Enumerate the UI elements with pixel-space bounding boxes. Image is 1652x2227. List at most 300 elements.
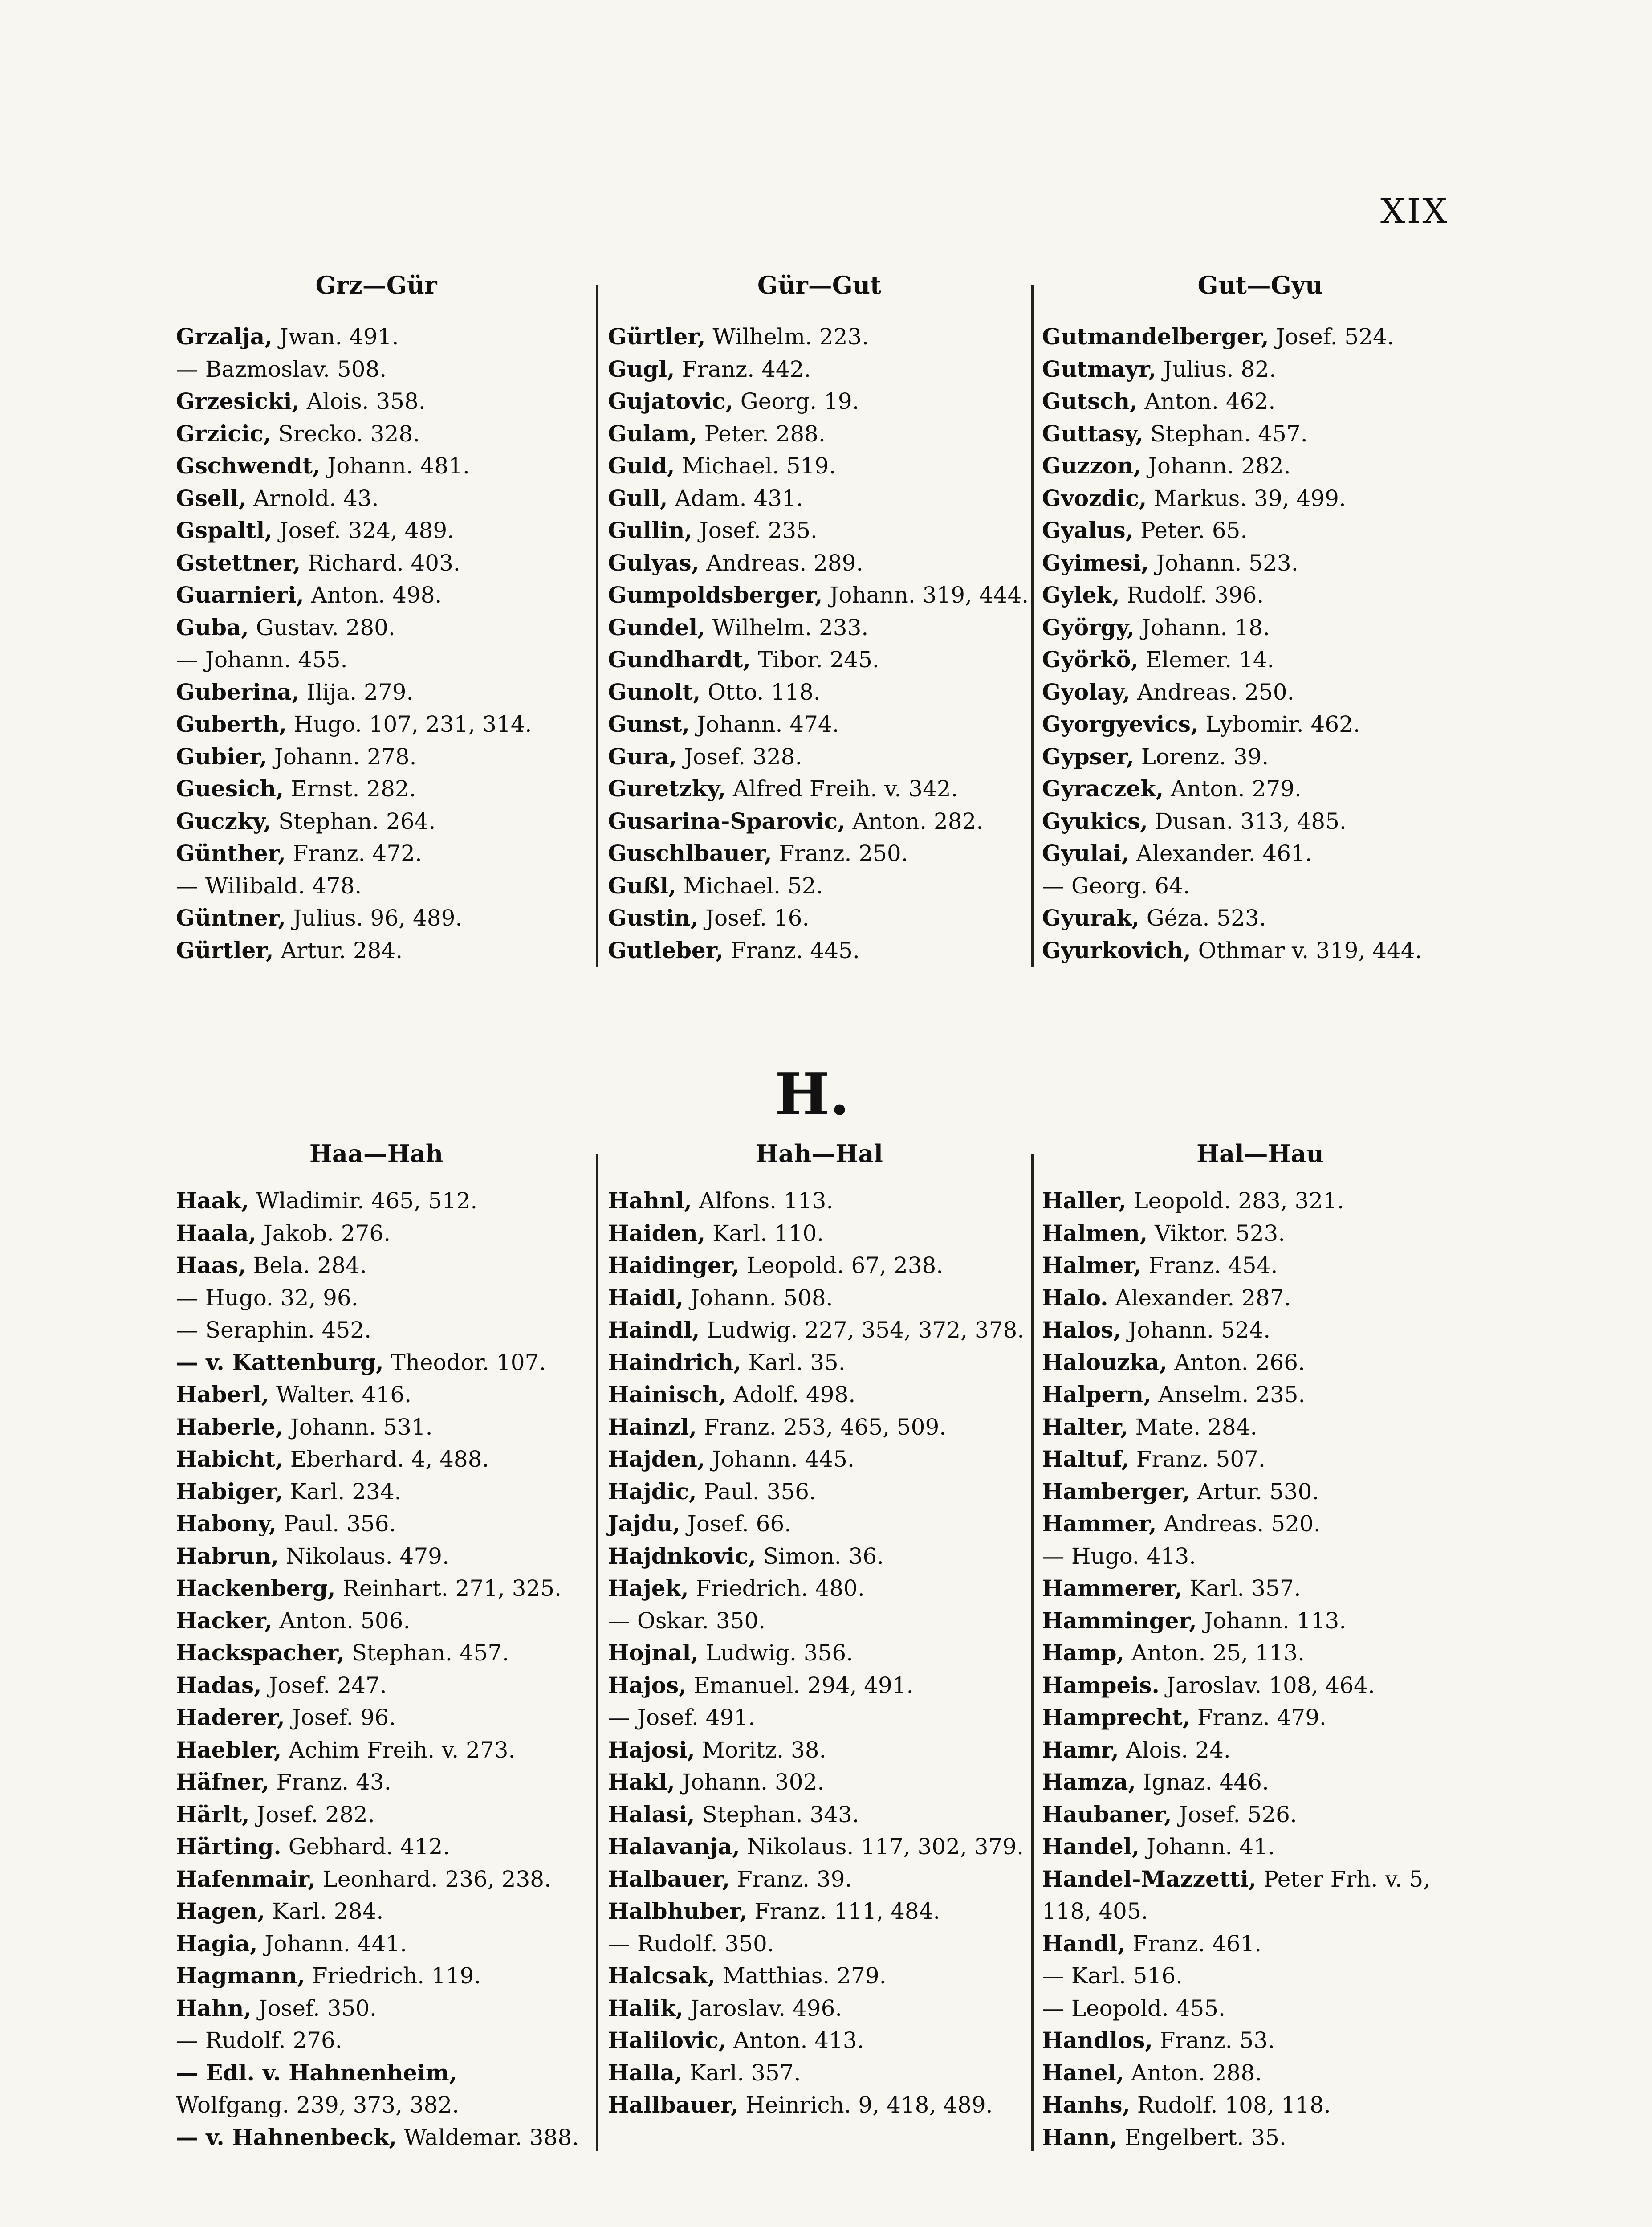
- index-entry: [1042, 1540, 1478, 1573]
- entry-surname: Haebler,: [176, 1736, 282, 1763]
- entry-surname: Haidinger,: [608, 1252, 740, 1278]
- entry-surname: Gumpoldsberger,: [608, 582, 823, 608]
- index-entry: [608, 805, 1031, 838]
- index-entry: [1042, 708, 1478, 741]
- entry-surname: Hamprecht,: [1042, 1704, 1190, 1730]
- index-entry: [1042, 1249, 1478, 1282]
- entry-detail: — Bazmoslav. 508.: [176, 356, 387, 382]
- entry-surname: Hamp,: [1042, 1640, 1124, 1666]
- entry-detail: Mate. 284.: [1128, 1414, 1257, 1440]
- entry-detail: Ernst. 282.: [284, 776, 416, 802]
- entry-detail: Wolfgang. 239, 373, 382.: [176, 2092, 460, 2118]
- index-entry: [1042, 1928, 1478, 1960]
- entry-surname: Gürtler,: [176, 937, 274, 963]
- entry-surname: György,: [1042, 614, 1135, 640]
- column-divider: [1031, 285, 1034, 967]
- entry-detail: Josef. 16.: [698, 905, 810, 931]
- entry-detail: Leopold. 283, 321.: [1126, 1188, 1344, 1214]
- entry-detail: Dusan. 313, 485.: [1147, 808, 1347, 834]
- entry-detail: Géza. 523.: [1139, 905, 1266, 931]
- entry-detail: Anton. 288.: [1124, 2060, 1262, 2086]
- entry-surname: Gyolay,: [1042, 678, 1131, 705]
- entry-detail: Franz. 250.: [772, 840, 908, 866]
- entry-detail: Srecko. 328.: [271, 420, 420, 447]
- entry-surname: Gutsch,: [1042, 388, 1138, 414]
- entry-detail: Franz. 479.: [1190, 1705, 1326, 1730]
- entry-surname: Guba,: [176, 614, 249, 640]
- entry-surname: Gyalus,: [1042, 517, 1134, 543]
- index-entry: [176, 579, 577, 612]
- entry-detail: Arnold. 43.: [246, 485, 379, 511]
- index-entry: [1042, 1314, 1478, 1346]
- entry-detail: Josef. 66.: [680, 1511, 792, 1537]
- index-entry: [1042, 1605, 1478, 1637]
- entry-detail: Johann. 441.: [257, 1930, 407, 1957]
- entry-surname: Gypser,: [1042, 743, 1134, 770]
- index-entry: [1042, 1346, 1478, 1379]
- entry-detail: Othmar v. 319, 444.: [1191, 937, 1422, 963]
- entry-detail: Simon. 36.: [756, 1543, 884, 1569]
- entry-surname: Gundel,: [608, 614, 705, 640]
- index-entry: [176, 514, 577, 547]
- entry-detail: Ludwig. 356.: [698, 1640, 854, 1666]
- entry-detail: Jwan. 491.: [272, 324, 399, 350]
- index-entry: [1042, 902, 1478, 934]
- entry-surname: Hamminger,: [1042, 1607, 1197, 1634]
- index-entry: [176, 450, 577, 482]
- index-column: [608, 1136, 1031, 2121]
- entry-detail: Franz. 472.: [285, 840, 422, 866]
- entry-surname: Gyukics,: [1042, 808, 1148, 834]
- index-entry: [608, 1992, 1031, 2025]
- entry-surname: — Edl. v. Hahnenheim,: [176, 2059, 457, 2086]
- index-entry: [608, 741, 1031, 773]
- entry-detail: Ilija. 279.: [299, 679, 414, 705]
- index-entry: [1042, 1476, 1478, 1508]
- index-entry: [608, 2089, 1031, 2121]
- entry-surname: Handel-Mazzetti,: [1042, 1865, 1257, 1892]
- entry-detail: Johann. 278.: [267, 743, 417, 770]
- entry-surname: Hann,: [1042, 2124, 1118, 2150]
- entry-surname: Gürtler,: [608, 323, 706, 350]
- entry-detail: Otto. 118.: [700, 679, 821, 705]
- entry-surname: Habiger,: [176, 1478, 283, 1505]
- entry-surname: Halmen,: [1042, 1220, 1148, 1246]
- entry-detail: Franz. 445.: [723, 937, 860, 963]
- entry-surname: Gylek,: [1042, 582, 1120, 608]
- entry-surname: Gyraczek,: [1042, 775, 1164, 802]
- entry-detail: Reinhart. 271, 325.: [335, 1575, 562, 1601]
- entry-surname: Halouzka,: [1042, 1349, 1168, 1375]
- index-entry: [176, 1799, 577, 1831]
- index-entry: [608, 1701, 1031, 1734]
- index-entry: [176, 1637, 577, 1669]
- entry-surname: Halbhuber,: [608, 1898, 748, 1924]
- index-entry: [176, 1928, 577, 1960]
- entry-surname: Gujatovic,: [608, 388, 733, 414]
- entry-detail: Georg. 19.: [733, 388, 859, 414]
- index-entry: [608, 385, 1031, 418]
- entry-surname: Hacker,: [176, 1607, 273, 1634]
- index-column: [1042, 1136, 1478, 2154]
- entry-surname: Guesich,: [176, 775, 284, 802]
- entry-detail: Michael. 52.: [676, 873, 823, 899]
- index-entry: [608, 708, 1031, 741]
- index-entry: [608, 2024, 1031, 2057]
- index-entry: [608, 1605, 1031, 1637]
- index-entry: [1042, 773, 1478, 805]
- entry-surname: Gyimesi,: [1042, 549, 1149, 576]
- column-divider: [596, 285, 598, 967]
- entry-surname: Guberth,: [176, 711, 287, 737]
- entry-detail: — Rudolf. 350.: [608, 1930, 774, 1957]
- entry-surname: Gsell,: [176, 485, 247, 511]
- index-entry: [1042, 1185, 1478, 1217]
- index-entry: [1042, 1992, 1478, 2025]
- entry-detail: Markus. 39, 499.: [1147, 485, 1346, 511]
- index-entry: [608, 1217, 1031, 1250]
- entry-surname: Hamberger,: [1042, 1478, 1190, 1505]
- index-entry: [608, 579, 1031, 612]
- index-entry: [176, 773, 577, 805]
- index-entry: [608, 1476, 1031, 1508]
- entry-detail: — Oskar. 350.: [608, 1607, 766, 1634]
- entry-detail: Johann. 41.: [1139, 1834, 1275, 1860]
- entry-surname: Gstettner,: [176, 549, 301, 576]
- entry-surname: Halpern,: [1042, 1381, 1152, 1407]
- entry-detail: Franz. 442.: [675, 356, 811, 382]
- entry-surname: Guttasy,: [1042, 420, 1143, 447]
- index-entry: [176, 385, 577, 418]
- entry-surname: Gundhardt,: [608, 646, 751, 673]
- entry-surname: Hajosi,: [608, 1736, 695, 1763]
- entry-detail: Josef. 235.: [692, 518, 818, 543]
- index-entry: [608, 1637, 1031, 1669]
- entry-surname: Grzicic,: [176, 420, 271, 447]
- index-entry: [1042, 1863, 1478, 1928]
- entry-detail: Lorenz. 39.: [1134, 743, 1269, 770]
- index-entry: [608, 934, 1031, 967]
- entry-detail: Karl. 284.: [265, 1898, 384, 1924]
- index-entry: [176, 1411, 577, 1444]
- index-entry: [1042, 450, 1478, 482]
- entry-detail: Artur. 284.: [273, 937, 403, 963]
- entry-detail: Jaroslav. 496.: [683, 1995, 842, 2021]
- entry-detail: Michael. 519.: [675, 453, 836, 479]
- entry-surname: Hammerer,: [1042, 1575, 1183, 1601]
- entry-detail: Gustav. 280.: [248, 614, 395, 640]
- column-header: Hah—Hal: [756, 1139, 883, 1168]
- entry-detail: — Wilibald. 478.: [176, 873, 362, 899]
- section-letter: H.: [775, 1060, 850, 1128]
- entry-detail: Peter Frh. v. 5, 118, 405.: [1042, 1866, 1431, 1924]
- entry-surname: Halcsak,: [608, 1962, 716, 1989]
- entry-detail: — Johann. 455.: [176, 647, 348, 673]
- index-entry: [1042, 1282, 1478, 1314]
- entry-surname: Jajdu,: [608, 1510, 680, 1537]
- entry-surname: Gulyas,: [608, 549, 700, 576]
- entry-surname: Gull,: [608, 485, 668, 511]
- index-entry: [1042, 579, 1478, 612]
- index-entry: [608, 1928, 1031, 1960]
- column-divider: [596, 1154, 598, 2151]
- entry-detail: Franz. 507.: [1129, 1446, 1265, 1472]
- entry-detail: Matthias. 279.: [715, 1963, 887, 1989]
- entry-detail: Johann. 302.: [675, 1769, 825, 1795]
- entry-detail: Adolf. 498.: [726, 1382, 856, 1407]
- entry-detail: Paul. 356.: [276, 1511, 396, 1537]
- index-entry: [608, 547, 1031, 579]
- entry-detail: Anselm. 235.: [1151, 1382, 1306, 1407]
- index-entry: [176, 902, 577, 934]
- index-entry: [1042, 1443, 1478, 1476]
- entry-detail: Alexander. 287.: [1108, 1285, 1291, 1311]
- entry-surname: Haberle,: [176, 1413, 283, 1440]
- entry-surname: Hakl,: [608, 1769, 675, 1795]
- index-entry: [176, 934, 577, 967]
- entry-surname: Haala,: [176, 1220, 256, 1246]
- entry-surname: Hahnl,: [608, 1187, 692, 1214]
- column-header: Haa—Hah: [309, 1139, 444, 1168]
- entry-surname: Hanhs,: [1042, 2092, 1130, 2118]
- column-divider: [1031, 1154, 1034, 2151]
- entry-detail: Moritz. 38.: [695, 1737, 826, 1763]
- index-entry: [176, 644, 577, 676]
- entry-surname: Halasi,: [608, 1801, 695, 1827]
- index-entry: [176, 482, 577, 515]
- entry-surname: Grzalja,: [176, 323, 273, 350]
- entry-surname: Halter,: [1042, 1413, 1128, 1440]
- index-entry: [176, 676, 577, 709]
- entry-surname: Guczky,: [176, 808, 272, 834]
- entry-surname: Hallbauer,: [608, 2092, 739, 2118]
- index-column: [608, 267, 1031, 967]
- index-entry: [608, 1766, 1031, 1799]
- index-column: [1042, 267, 1478, 967]
- entry-detail: Stephan. 264.: [271, 808, 436, 834]
- entry-detail: Friedrich. 119.: [305, 1963, 481, 1989]
- entry-detail: Achim Freih. v. 273.: [281, 1737, 516, 1763]
- entry-surname: Hajdic,: [608, 1478, 697, 1505]
- entry-detail: Josef. 96.: [285, 1705, 396, 1730]
- index-entry: [176, 708, 577, 741]
- entry-surname: Härting.: [176, 1833, 281, 1860]
- entry-surname: Gullin,: [608, 517, 692, 543]
- index-entry: [1042, 934, 1478, 967]
- index-entry: [176, 321, 577, 353]
- entry-surname: Hampeis.: [1042, 1672, 1160, 1698]
- index-entry: [1042, 676, 1478, 709]
- entry-detail: Richard. 403.: [301, 550, 460, 576]
- index-entry: [1042, 1508, 1478, 1540]
- entry-surname: Halavanja,: [608, 1833, 740, 1860]
- entry-detail: — Rudolf. 276.: [176, 2027, 342, 2053]
- index-entry: [608, 644, 1031, 676]
- entry-detail: Julius. 82.: [1156, 356, 1276, 382]
- entry-detail: Johann. 508.: [684, 1285, 833, 1311]
- index-entry: [1042, 741, 1478, 773]
- entry-surname: Halilovic,: [608, 2027, 726, 2053]
- index-entry: [1042, 1637, 1478, 1669]
- entry-detail: Johann. 445.: [705, 1446, 854, 1472]
- index-entry: [176, 353, 577, 386]
- entry-detail: Stephan. 457.: [344, 1640, 509, 1666]
- index-entry: [1042, 1572, 1478, 1605]
- index-entry: [176, 1895, 577, 1928]
- entry-surname: Habrun,: [176, 1542, 279, 1569]
- entry-surname: Hagen,: [176, 1898, 265, 1924]
- entry-list: [176, 321, 577, 967]
- index-entry: [176, 1379, 577, 1411]
- entry-detail: Anton. 25, 113.: [1124, 1640, 1305, 1666]
- entry-detail: Viktor. 523.: [1147, 1220, 1286, 1246]
- entry-detail: Alois. 24.: [1119, 1737, 1231, 1763]
- index-entry: [1042, 547, 1478, 579]
- index-entry: [176, 1249, 577, 1282]
- entry-surname: Guarnieri,: [176, 582, 304, 608]
- entry-surname: Gugl,: [608, 355, 675, 382]
- index-entry: [608, 676, 1031, 709]
- column-header: Hal—Hau: [1196, 1139, 1324, 1168]
- index-entry: [176, 1217, 577, 1250]
- index-entry: [608, 1443, 1031, 1476]
- index-entry: [176, 1766, 577, 1799]
- entry-surname: Hadas,: [176, 1672, 262, 1698]
- entry-detail: Jaroslav. 108, 464.: [1159, 1672, 1375, 1698]
- entry-surname: Guretzky,: [608, 775, 726, 802]
- entry-detail: Artur. 530.: [1190, 1478, 1319, 1505]
- entry-surname: Güntner,: [176, 905, 286, 931]
- index-entry: [1042, 2089, 1478, 2121]
- index-entry: [1042, 1799, 1478, 1831]
- entry-surname: Günther,: [176, 840, 286, 866]
- entry-surname: Halla,: [608, 2059, 683, 2086]
- entry-surname: Hojnal,: [608, 1640, 699, 1666]
- index-entry: [176, 1185, 577, 1217]
- index-entry: [608, 418, 1031, 450]
- entry-detail: Johann. 481.: [320, 453, 470, 479]
- index-entry: [176, 418, 577, 450]
- index-entry: [176, 1540, 577, 1573]
- entry-detail: Andreas. 289.: [699, 550, 863, 576]
- entry-surname: Haidl,: [608, 1284, 684, 1311]
- index-entry: [608, 612, 1031, 644]
- entry-detail: Johann. 319, 444.: [822, 582, 1029, 608]
- entry-detail: — Seraphin. 452.: [176, 1317, 371, 1343]
- index-entry: [176, 1960, 577, 1992]
- entry-detail: Karl. 357.: [1182, 1575, 1301, 1601]
- entry-detail: — Karl. 516.: [1042, 1963, 1183, 1989]
- index-entry: [176, 547, 577, 579]
- entry-surname: Habony,: [176, 1510, 277, 1537]
- entry-detail: Franz. 43.: [269, 1769, 391, 1795]
- entry-surname: Hajdnkovic,: [608, 1542, 756, 1569]
- entry-surname: Hajek,: [608, 1575, 689, 1601]
- entry-surname: Guschlbauer,: [608, 840, 772, 866]
- entry-surname: Haberl,: [176, 1381, 269, 1407]
- entry-surname: Györkö,: [1042, 646, 1139, 673]
- index-entry: [608, 870, 1031, 902]
- entry-surname: Haller,: [1042, 1187, 1127, 1214]
- entry-surname: Gutmandelberger,: [1042, 323, 1269, 350]
- index-entry: [608, 1540, 1031, 1573]
- entry-surname: Gyurak,: [1042, 905, 1139, 931]
- entry-detail: Leonhard. 236, 238.: [315, 1866, 551, 1892]
- entry-surname: Halik,: [608, 1995, 684, 2021]
- index-entry: [176, 870, 577, 902]
- entry-surname: Hafenmair,: [176, 1865, 316, 1892]
- index-entry: [608, 1379, 1031, 1411]
- entry-surname: Haindrich,: [608, 1349, 741, 1375]
- entry-list: [608, 1185, 1031, 2121]
- index-entry: [176, 1831, 577, 1863]
- entry-detail: Anton. 506.: [272, 1607, 411, 1634]
- entry-detail: — Josef. 491.: [608, 1705, 756, 1730]
- entry-detail: Johann. 282.: [1141, 453, 1291, 479]
- entry-detail: — Hugo. 413.: [1042, 1543, 1196, 1569]
- column-header: Grz—Gür: [315, 271, 437, 299]
- index-entry: [1042, 1734, 1478, 1766]
- index-entry: [176, 1476, 577, 1508]
- column-header: Gür—Gut: [757, 271, 882, 299]
- entry-surname: Haindl,: [608, 1317, 700, 1343]
- entry-detail: Karl. 357.: [682, 2060, 801, 2086]
- index-entry: [1042, 418, 1478, 450]
- entry-detail: Bela. 284.: [246, 1252, 367, 1278]
- index-entry: [608, 1346, 1031, 1379]
- index-entry: [176, 1443, 577, 1476]
- entry-detail: Alfred Freih. v. 342.: [726, 776, 958, 802]
- index-entry: [176, 1314, 577, 1346]
- index-entry: [176, 1669, 577, 1702]
- entry-detail: Johann. 524.: [1121, 1317, 1271, 1343]
- entry-surname: Gyulai,: [1042, 840, 1129, 866]
- entry-surname: Gunst,: [608, 711, 690, 737]
- entry-detail: Anton. 279.: [1164, 776, 1302, 802]
- entry-detail: Adam. 431.: [667, 485, 803, 511]
- entry-detail: Peter. 288.: [697, 420, 826, 447]
- entry-detail: — Leopold. 455.: [1042, 1995, 1226, 2021]
- entry-detail: Rudolf. 108, 118.: [1130, 2092, 1331, 2118]
- index-entry: [608, 1960, 1031, 1992]
- entry-detail: Hugo. 107, 231, 314.: [287, 711, 532, 737]
- entry-detail: Engelbert. 35.: [1117, 2124, 1286, 2150]
- entry-surname: Guberina,: [176, 678, 300, 705]
- index-entry: [176, 2121, 577, 2154]
- entry-surname: Gyorgyevics,: [1042, 711, 1199, 737]
- index-entry: [176, 837, 577, 870]
- index-entry: [608, 514, 1031, 547]
- entry-detail: Leopold. 67, 238.: [739, 1252, 944, 1278]
- entry-detail: Franz. 454.: [1141, 1252, 1278, 1278]
- entry-detail: Wilhelm. 233.: [705, 614, 869, 640]
- index-entry: [608, 1863, 1031, 1896]
- entry-detail: — Georg. 64.: [1042, 873, 1190, 899]
- entry-detail: Karl. 35.: [741, 1349, 846, 1375]
- entry-surname: Hajden,: [608, 1446, 705, 1472]
- index-entry: [608, 1314, 1031, 1346]
- entry-detail: Franz. 53.: [1152, 2027, 1275, 2053]
- index-entry: [176, 1282, 577, 1314]
- entry-detail: Heinrich. 9, 418, 489.: [738, 2092, 993, 2118]
- index-entry: [1042, 385, 1478, 418]
- entry-surname: Hackenberg,: [176, 1575, 336, 1601]
- entry-detail: Anton. 266.: [1167, 1349, 1305, 1375]
- index-entry: [1042, 482, 1478, 515]
- entry-surname: Hackspacher,: [176, 1640, 345, 1666]
- index-entry: [1042, 1411, 1478, 1444]
- entry-surname: Grzesicki,: [176, 388, 300, 414]
